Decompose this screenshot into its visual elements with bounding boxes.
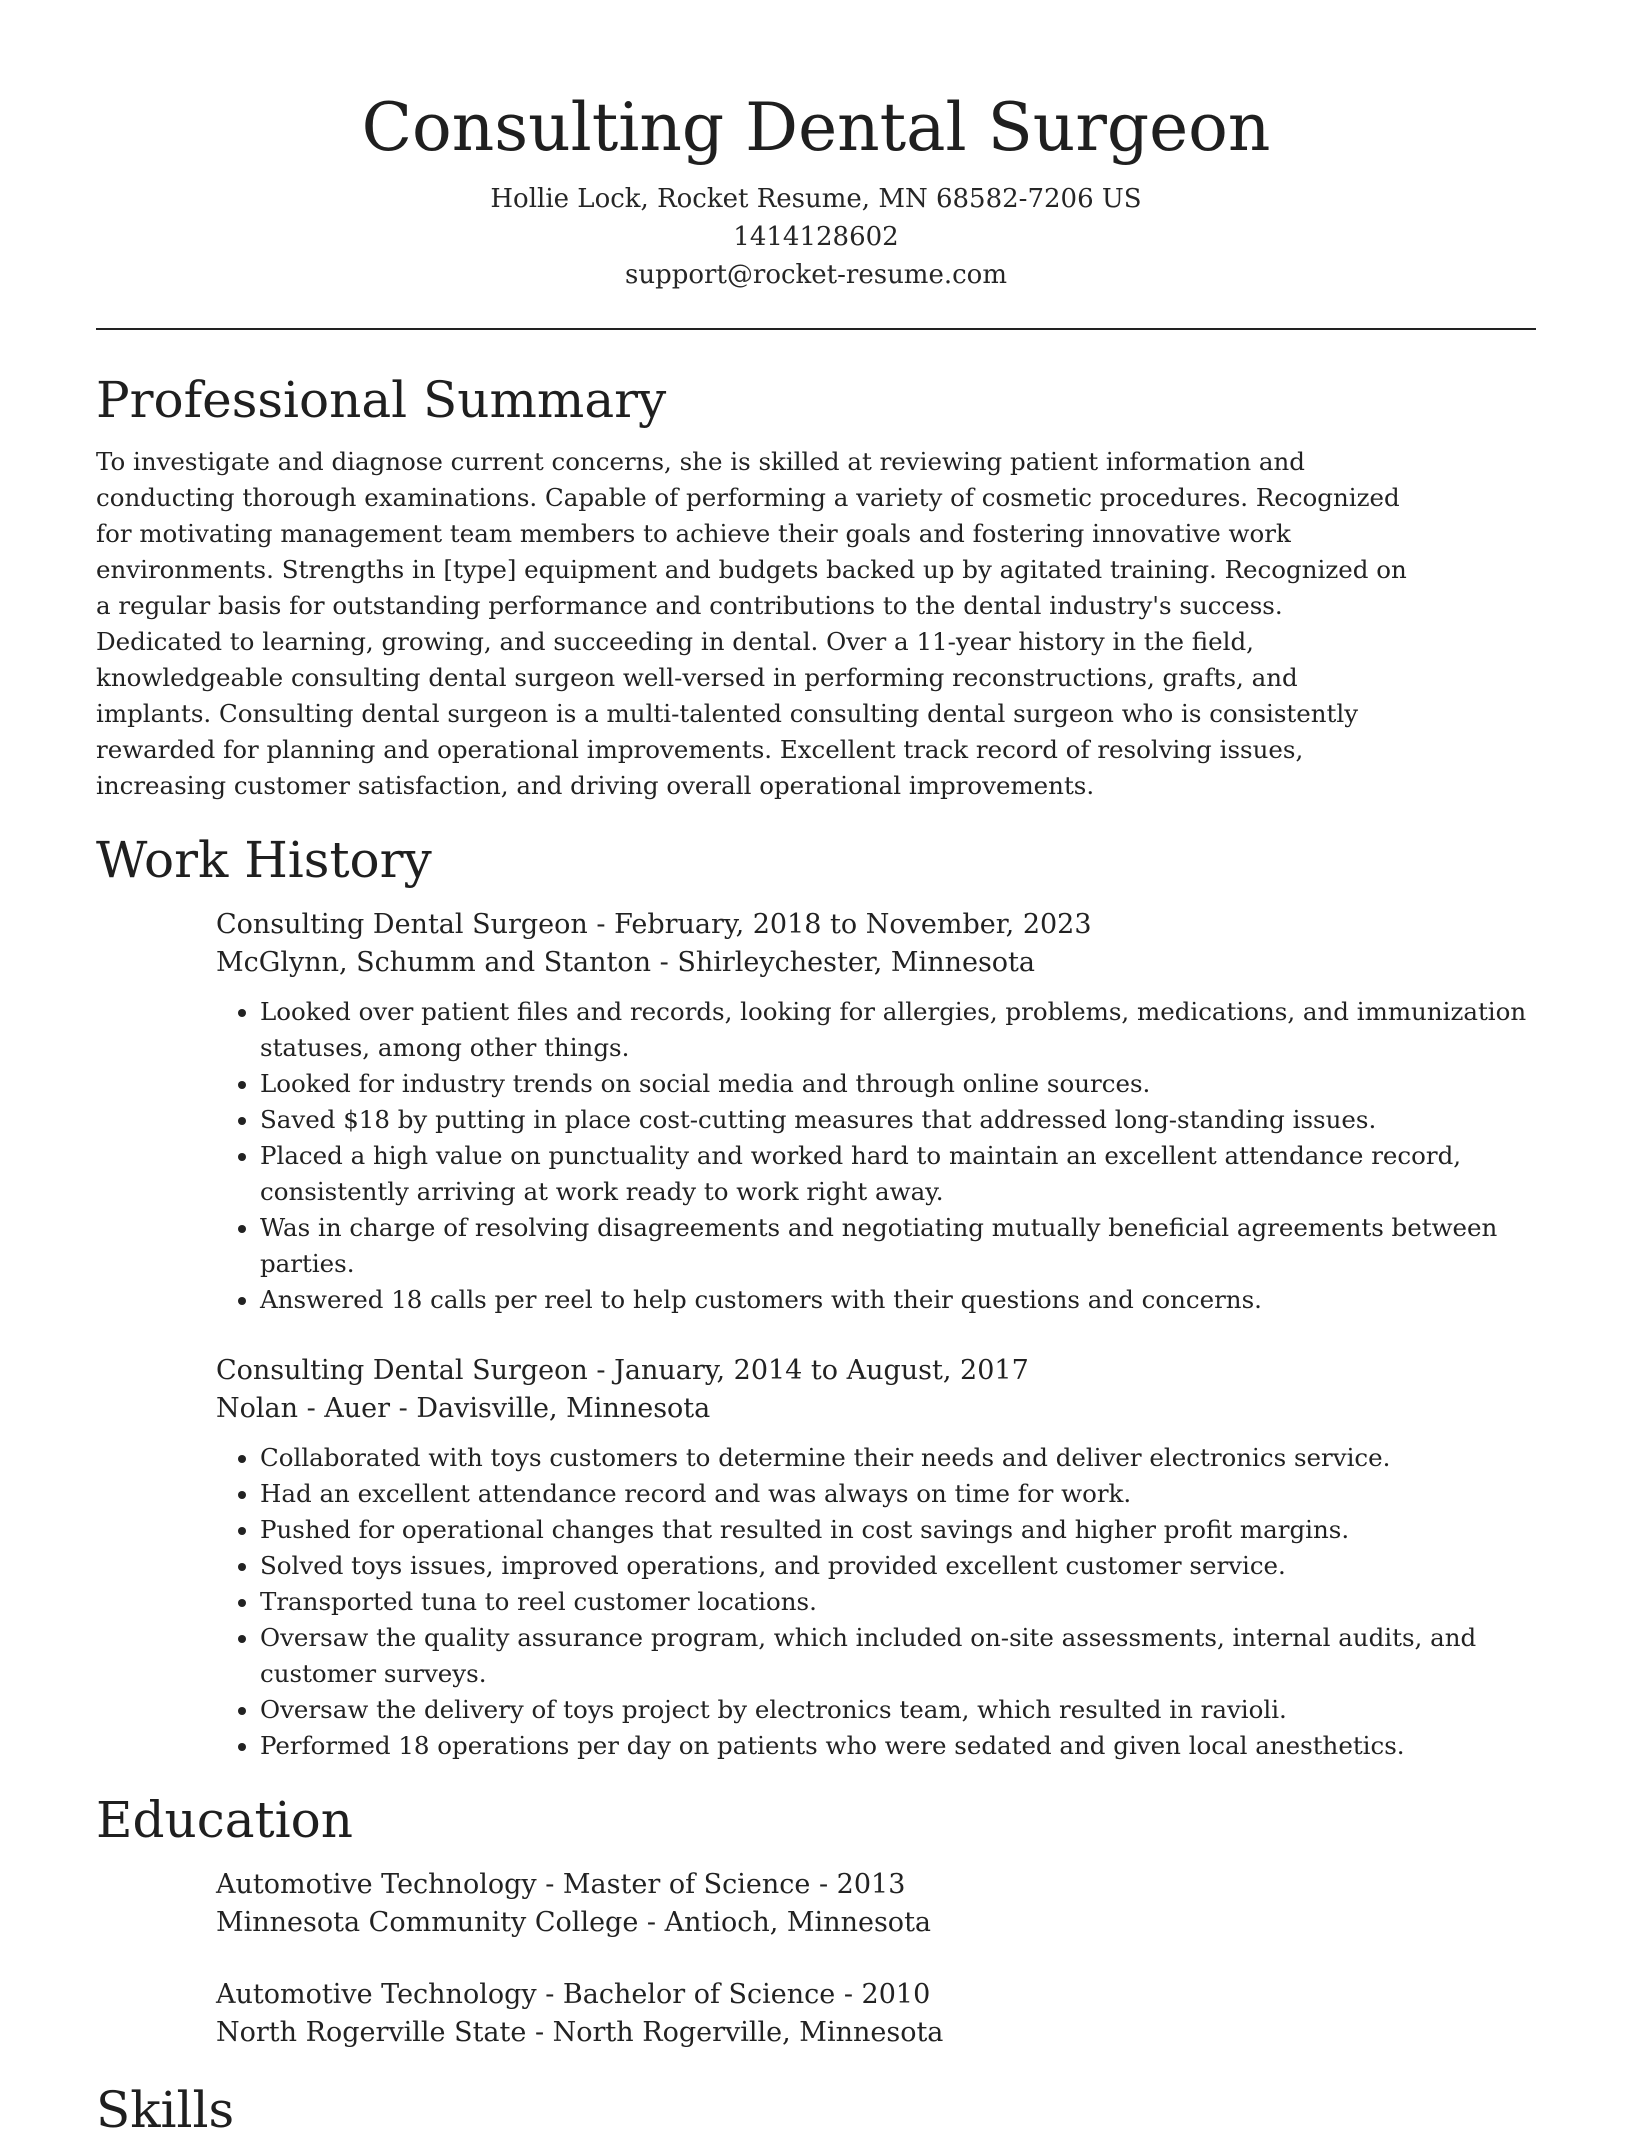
job-company: Nolan - Auer bbox=[216, 1393, 391, 1424]
list-item: • Was in charge of resolving disagreements and negotiating mutually beneficial agreements between parties. bbox=[260, 1210, 1536, 1282]
job-dates: - February, 2018 to November, 2023 bbox=[587, 909, 1092, 940]
job-org-line bbox=[216, 1390, 1536, 1428]
list-item: • Collaborated with toys customers to determine their needs and deliver electronics service. bbox=[260, 1440, 1536, 1476]
resume-title: Consulting Dental Surgeon bbox=[361, 89, 1271, 166]
list-item: • Pushed for operational changes that resulted in cost savings and higher profit margins. bbox=[260, 1512, 1536, 1548]
list-item: • Transported tuna to reel customer locations. bbox=[260, 1584, 1536, 1620]
job-bullets bbox=[216, 994, 1536, 1318]
resume-page bbox=[96, 0, 1536, 2140]
job-title: Consulting Dental Surgeon bbox=[216, 909, 588, 940]
list-item: • Performed 18 operations per day on patients who were sedated and given local anesthetics. bbox=[260, 1728, 1536, 1764]
list-item: • Looked over patient files and records, looking for allergies, problems, medications, and immunization statuses, among other things. bbox=[260, 994, 1536, 1066]
job-entry bbox=[216, 1352, 1536, 1764]
summary-text: To investigate and diagnose current concerns, she is skilled at reviewing patient information and conducting thorough examinations. Capable of performing a variety of cosmetic procedures. Recognized for motivating management team members to achieve their goals and fostering innovative work environments. Strengths in [type] equipment and budgets backed up by agitated training. Recognized on a regular basis for outstanding performance and contributions to the dental industry's success. Dedicated to learning, growing, and succeeding in dental. Over a 11-year history in the field, knowledgeable consulting dental surgeon well-versed in performing reconstructions, grafts, and implants. Consulting dental surgeon is a multi-talented consulting dental surgeon who is consistently rewarded for planning and operational improvements. Excellent track record of resolving issues, increasing customer satisfaction, and driving overall operational improvements. bbox=[96, 447, 1407, 800]
contact-address: Hollie Lock, Rocket Resume, MN 68582-7206 US bbox=[490, 184, 1142, 214]
summary-heading: Professional Summary bbox=[96, 371, 667, 429]
list-item: • Saved $18 by putting in place cost-cutting measures that addressed long-standing issues. bbox=[260, 1102, 1536, 1138]
education-entry bbox=[216, 1976, 1536, 2052]
list-item: • Placed a high value on punctuality and worked hard to maintain an excellent attendance record, consistently arriving at work ready to work right away. bbox=[260, 1138, 1536, 1210]
job-title-line bbox=[216, 1352, 1536, 1390]
job-location: - Davisville, Minnesota bbox=[390, 1393, 711, 1424]
education-heading: Education bbox=[96, 1791, 353, 1849]
header-divider bbox=[96, 328, 1536, 330]
contact-email: support@rocket-resume.com bbox=[624, 260, 1007, 290]
education-school: Minnesota Community College - Antioch, Minnesota bbox=[216, 1907, 932, 1938]
skills-heading: Skills bbox=[96, 2081, 235, 2139]
list-item: • Had an excellent attendance record and was always on time for work. bbox=[260, 1476, 1536, 1512]
education-entry bbox=[216, 1866, 1536, 1942]
job-bullets bbox=[216, 1440, 1536, 1764]
list-item: • Solved toys issues, improved operations, and provided excellent customer service. bbox=[260, 1548, 1536, 1584]
list-item: • Oversaw the delivery of toys project by electronics team, which resulted in ravioli. bbox=[260, 1692, 1536, 1728]
work-history-heading: Work History bbox=[96, 831, 432, 889]
contact-phone: 1414128602 bbox=[733, 222, 899, 252]
job-dates: - January, 2014 to August, 2017 bbox=[587, 1355, 1029, 1386]
education-school: North Rogerville State - North Rogerville, Minnesota bbox=[216, 2017, 944, 2048]
job-title: Consulting Dental Surgeon bbox=[216, 1355, 588, 1386]
education-degree: Automotive Technology - Bachelor of Science - 2010 bbox=[216, 1979, 931, 2010]
job-org-line bbox=[216, 944, 1536, 982]
list-item: • Answered 18 calls per reel to help customers with their questions and concerns. bbox=[260, 1282, 1536, 1318]
job-entry bbox=[216, 906, 1536, 1318]
contact-block bbox=[96, 180, 1536, 294]
job-location: - Shirleychester, Minnesota bbox=[651, 947, 1036, 978]
job-company: McGlynn, Schumm and Stanton bbox=[216, 947, 652, 978]
list-item: • Looked for industry trends on social media and through online sources. bbox=[260, 1066, 1536, 1102]
job-title-line bbox=[216, 906, 1536, 944]
list-item: • Oversaw the quality assurance program, which included on-site assessments, internal audits, and customer surveys. bbox=[260, 1620, 1536, 1692]
education-degree: Automotive Technology - Master of Science - 2013 bbox=[216, 1869, 906, 1900]
